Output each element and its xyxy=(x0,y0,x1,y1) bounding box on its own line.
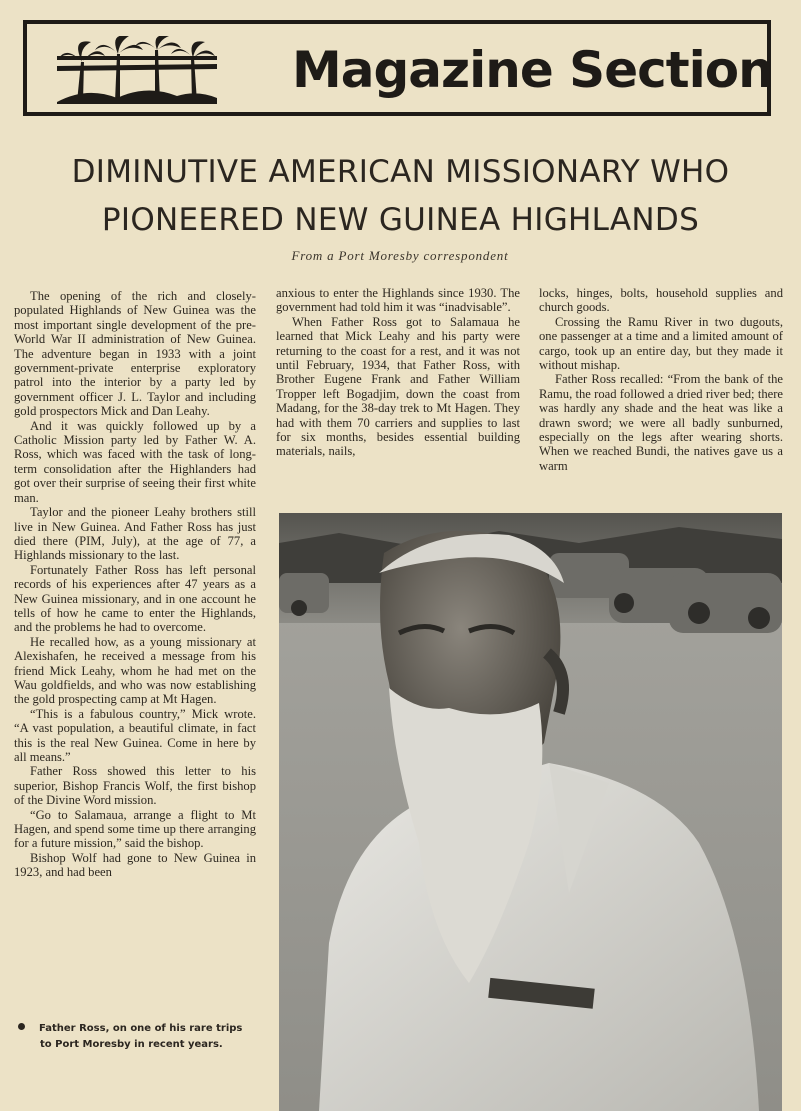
portrait-photo xyxy=(279,513,782,1111)
byline: From a Port Moresby correspondent xyxy=(291,248,509,263)
paragraph: When Father Ross got to Salamaua he learned that Mick Leahy and his party were returning to the coast for a rest, and it was not until February, 1934, that Father Ross, with Brother Eugene Frank and Father William Tropper left Bogadjim, down the coast from Madang, for the 38-day trek to Mt Hagen. They had with them 70 carriers and supplies to last for six months, besides essential building materials, nails, xyxy=(276,314,520,459)
paragraph: Bishop Wolf had gone to New Guinea in 1923, and had been xyxy=(14,850,256,880)
article-column-1 xyxy=(14,289,256,880)
paragraph: Crossing the Ramu River in two dugouts, one passenger at a time and a limited amount of cargo, took up an entire day, but they made it without mishap. xyxy=(539,314,783,373)
caption-line-2: to Port Moresby in recent years. xyxy=(40,1039,223,1050)
paragraph: “This is a fabulous country,” Mick wrote. “A vast population, a beautiful climate, in fact this is the real New Guinea. Come in here by all means.” xyxy=(14,706,256,764)
headline-line-2: PIONEERED NEW GUINEA HIGHLANDS xyxy=(101,202,700,238)
headline-line-1: DIMINUTIVE AMERICAN MISSIONARY WHO xyxy=(71,154,730,190)
bullet-icon xyxy=(18,1023,25,1030)
section-title: Magazine Section xyxy=(292,41,773,99)
article-headline xyxy=(20,148,781,244)
paragraph: And it was quickly followed up by a Catholic Mission party led by Father W. A. Ross, which was faced with the task of long-term consolidation after the Highlanders had got over their surprise of seeing their first white man. xyxy=(14,418,256,505)
paragraph: Father Ross showed this letter to his superior, Bishop Francis Wolf, the first bishop of the Divine Word mission. xyxy=(14,764,256,808)
paragraph: Fortunately Father Ross has left personal records of his experiences after 47 years as a New Guinea missionary, and in one account he tells of how he came to enter the Highlands, and the problems he had to overcome. xyxy=(14,562,256,635)
magazine-banner xyxy=(23,20,771,116)
paragraph: locks, hinges, bolts, household supplies and church goods. xyxy=(539,286,783,315)
article-column-2 xyxy=(276,286,520,459)
paragraph: He recalled how, as a young missionary at Alexishafen, he received a message from his friend Mick Leahy, whom he had met on the Wau goldfields, and who was now establishing the gold prospecting camp at Mt Hagen. xyxy=(14,634,256,707)
paragraph: Taylor and the pioneer Leahy brothers still live in New Guinea. And Father Ross has just died there (PIM, July), at the age of 77, a Highlands missionary to the last. xyxy=(14,505,256,563)
palm-trees-icon xyxy=(57,36,217,104)
paragraph: anxious to enter the Highlands since 1930. The government had told him it was “inadvisable”. xyxy=(276,286,520,315)
paragraph: Father Ross recalled: “From the bank of the Ramu, the road followed a dried river bed; there was hardly any shade and the heat was like a drawn sword; we were all badly sunburned, especially on the legs after wearing shorts. When we reached Bundi, the natives gave us a warm xyxy=(539,372,783,473)
caption-line-1: Father Ross, on one of his rare trips xyxy=(39,1023,243,1034)
photo-caption xyxy=(18,1021,268,1053)
photo-image xyxy=(279,513,782,1111)
paragraph: The opening of the rich and closely-populated Highlands of New Guinea was the most important single development of the pre-World War II administration of New Guinea. The adventure began in 1933 with a joint government-private enterprise exploratory patrol into the interior by a party led by government officer J. L. Taylor and including gold prospectors Mick and Dan Leahy. xyxy=(14,289,256,419)
paragraph: “Go to Salamaua, arrange a flight to Mt Hagen, and spend some time up there arranging for a future mission,” said the bishop. xyxy=(14,807,256,851)
article-column-3 xyxy=(539,286,783,473)
